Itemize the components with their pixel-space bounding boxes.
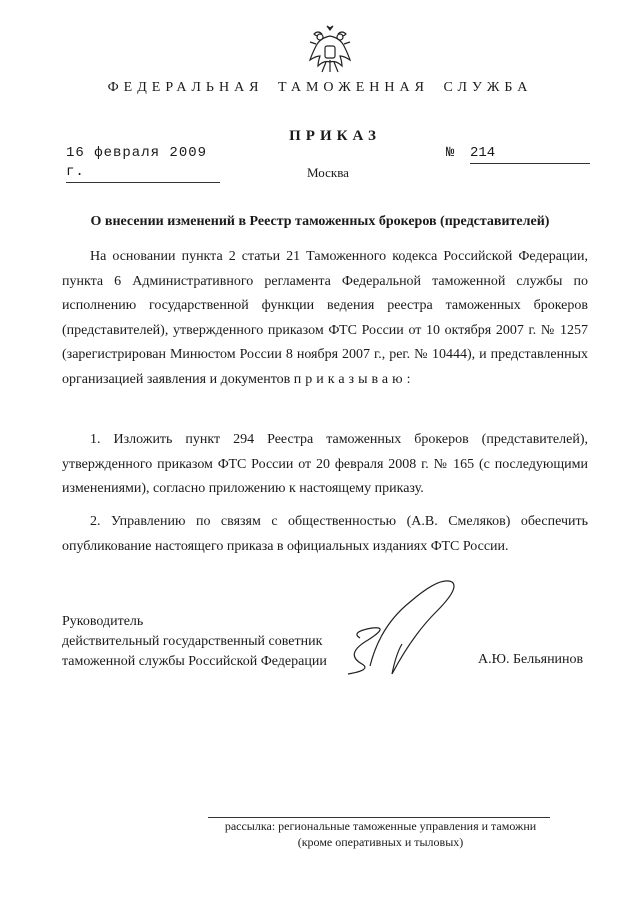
preamble-text: На основании пункта 2 статьи 21 Таможенного кодекса Российской Федерации, пункта 6 Административного регламента Федеральной таможенной службы по исполнению государственной функции ведения реестра таможенных брокеров (представителей), утвержденного приказом ФТС России от 10 октября 2007 г. № 1257 (зарегистрирован Минюстом России 8 ноября 2007 г., рег. № 10444), и представленных организацией заявления и документов [62, 249, 588, 387]
order-word: приказываю: [293, 371, 415, 387]
document-number: 214 [470, 144, 590, 164]
distribution-divider [208, 817, 550, 818]
number-sign: № [446, 145, 455, 161]
signatory-line-2: действительный государственный советник [62, 634, 323, 649]
document-date: 16 февраля 2009 г. [66, 144, 220, 183]
signatory-line-3: таможенной службы Российской Федерации [62, 654, 327, 669]
clause-1-paragraph: 1. Изложить пункт 294 Реестра таможенных брокеров (представителей), утвержденного приказом ФТС России от 20 февраля 2008 г. № 165 (с последующими изменениями), согласно приложению к настоящему приказу. [62, 432, 588, 497]
handwritten-signature [320, 578, 480, 688]
clause-2-paragraph: 2. Управлению по связям с общественностью (А.В. Смеляков) обеспечить опубликование настоящего приказа в официальных изданиях ФТС России. [62, 514, 588, 554]
document-type: ПРИКАЗ [289, 128, 381, 144]
document-subject: О внесении изменений в Реестр таможенных брокеров (представителей) [90, 214, 550, 229]
signatory-title [62, 612, 327, 672]
double-headed-eagle-emblem-icon [302, 22, 358, 78]
agency-name: ФЕДЕРАЛЬНАЯ ТАМОЖЕННАЯ СЛУЖБА [107, 80, 533, 95]
preamble-paragraph [62, 245, 588, 393]
distribution-line-1: рассылка: региональные таможенные управления и таможни [224, 819, 537, 833]
signatory-line-1: Руководитель [62, 614, 144, 629]
document-city: Москва [307, 165, 349, 180]
distribution-line-2: (кроме оперативных и тыловых) [297, 835, 464, 849]
signatory-name: А.Ю. Бельянинов [478, 652, 584, 667]
